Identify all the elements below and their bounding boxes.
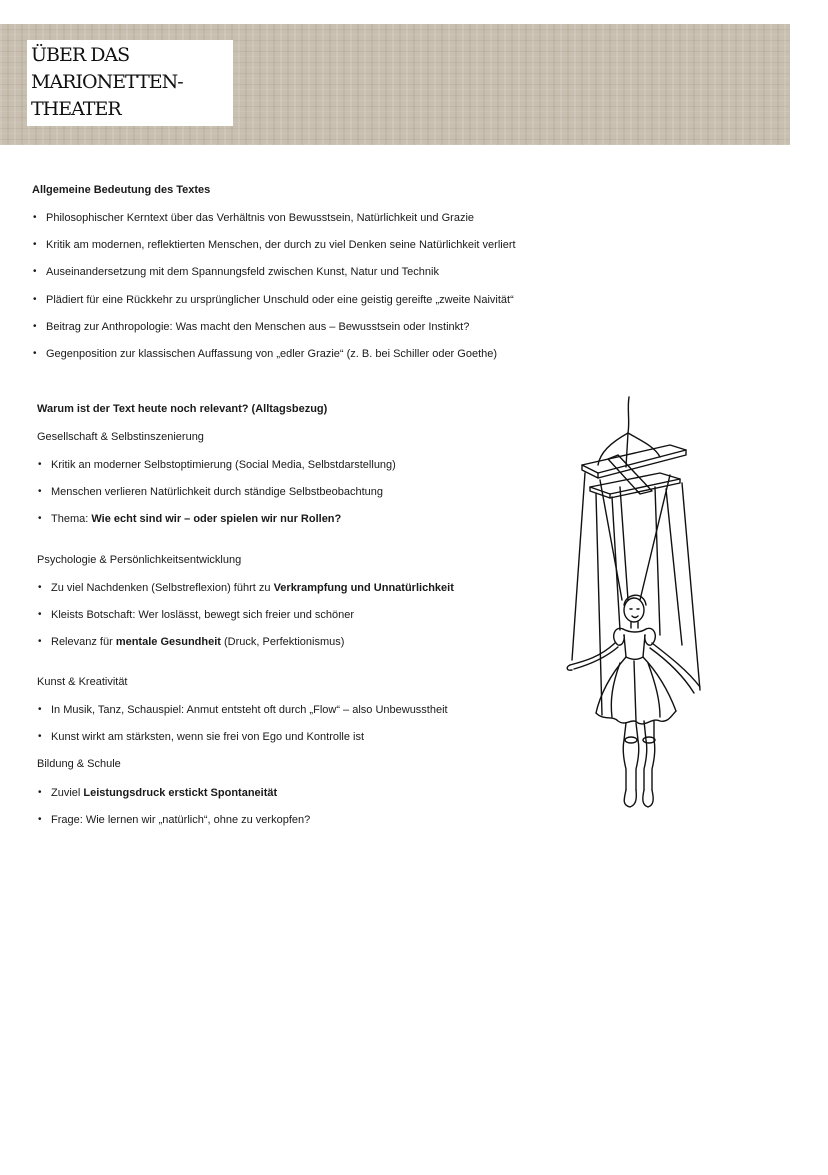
- list-item: [37, 512, 396, 539]
- section1-heading: Allgemeine Bedeutung des Textes: [32, 184, 211, 196]
- section2-heading: Warum ist der Text heute noch relevant? (Alltagsbezug): [37, 403, 328, 415]
- list-item: [37, 786, 310, 813]
- page-title: [27, 40, 233, 123]
- group-list-society: [37, 458, 396, 540]
- item-bold: Leistungsdruck erstickt Spontaneität: [83, 787, 278, 799]
- list-item: • Auseinandersetzung mit dem Spannungsfeld zwischen Kunst, Natur und Technik: [32, 265, 516, 292]
- group-subheading-society: Gesellschaft & Selbstinszenierung: [37, 431, 204, 443]
- group-subheading-art: Kunst & Kreativität: [37, 676, 128, 688]
- group-list-education: [37, 786, 310, 840]
- title-line-1: ÜBER DAS: [31, 44, 130, 66]
- item-text: Menschen verlieren Natürlichkeit durch ständige Selbstbeobachtung: [51, 486, 384, 499]
- list-item: • Philosophischer Kerntext über das Verhältnis von Bewusstsein, Natürlichkeit und Grazie: [32, 211, 516, 238]
- title-box: [27, 40, 233, 126]
- item-text: Kleists Botschaft: Wer loslässt, bewegt sich freier und schöner: [51, 609, 355, 622]
- list-item: • Beitrag zur Anthropologie: Was macht den Menschen aus – Bewusstsein oder Instinkt?: [32, 320, 516, 347]
- group-subheading-psychology: Psychologie & Persönlichkeitsentwicklung: [37, 554, 242, 566]
- item-text: Kritik an moderner Selbstoptimierung (Social Media, Selbstdarstellung): [51, 459, 396, 471]
- item-text: Relevanz für: [51, 636, 116, 649]
- list-item: [37, 458, 396, 485]
- item-text: Kunst wirkt am stärksten, wenn sie frei von Ego und Kontrolle ist: [51, 731, 365, 744]
- title-line-3: THEATER: [31, 98, 121, 120]
- group-list-art: [37, 703, 448, 757]
- list-item: [37, 608, 454, 635]
- item-bold: mentale Gesundheit: [115, 636, 221, 649]
- group-list-psychology: [37, 581, 454, 663]
- item-text: (Druck, Perfektionismus): [220, 636, 345, 649]
- list-item: [37, 485, 396, 512]
- list-item: • Kritik am modernen, reflektierten Menschen, der durch zu viel Denken seine Natürlichkeit verliert: [32, 238, 516, 265]
- list-item: [37, 703, 448, 730]
- group-subheading-education: Bildung & Schule: [37, 758, 121, 770]
- list-item: • Plädiert für eine Rückkehr zu ursprünglicher Unschuld oder eine geistig gereifte „zweite Naivität“: [32, 293, 516, 320]
- item-bold: Verkrampfung und Unnatürlichkeit: [273, 582, 454, 594]
- section1-list: [32, 211, 516, 374]
- item-text: Thema:: [51, 513, 92, 526]
- item-text: In Musik, Tanz, Schauspiel: Anmut entsteht oft durch „Flow“ – also Unbewusstheit: [51, 704, 448, 716]
- item-bold: Wie echt sind wir – oder spielen wir nur Rollen?: [91, 513, 342, 526]
- title-line-2: MARIONETTEN-: [31, 71, 183, 93]
- marionette-icon: [560, 395, 710, 820]
- list-item: [37, 813, 310, 840]
- item-text: Zuviel: [51, 787, 84, 799]
- item-text: Zu viel Nachdenken (Selbstreflexion) führt zu: [51, 582, 274, 594]
- list-item: [37, 635, 454, 662]
- item-text: Frage: Wie lernen wir „natürlich“, ohne zu verkopfen?: [51, 814, 311, 827]
- list-item: [37, 730, 448, 757]
- list-item: [37, 581, 454, 608]
- list-item: • Gegenposition zur klassischen Auffassung von „edler Grazie“ (z. B. bei Schiller oder Goethe): [32, 347, 516, 374]
